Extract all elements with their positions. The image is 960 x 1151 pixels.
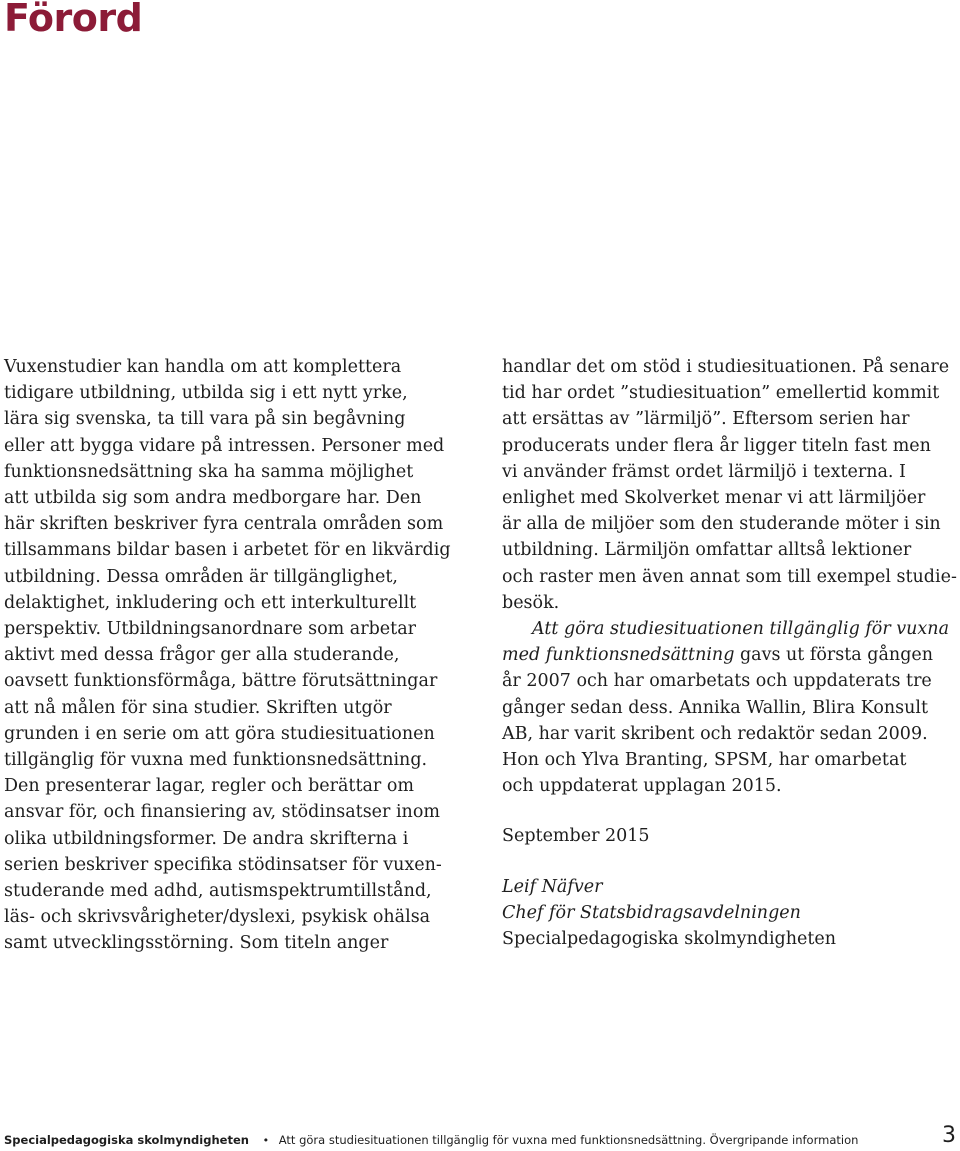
- text-line: och uppdaterat upplagan 2015.: [502, 776, 782, 797]
- left-column: [4, 354, 466, 957]
- publication-title-continued: med funktionsnedsättning: [502, 645, 735, 666]
- publication-title-line: Att göra studiesituationen tillgänglig för vuxna: [532, 619, 950, 640]
- text-line: tillgänglig för vuxna med funktionsnedsättning.: [4, 750, 428, 771]
- text-fragment: gavs ut första gången: [734, 645, 934, 666]
- text-line: producerats under flera år ligger titeln fast men: [502, 435, 931, 456]
- text-line: perspektiv. Utbildningsanordnare som arbetar: [4, 619, 416, 640]
- publication-history-paragraph: [502, 616, 958, 799]
- spacer: [502, 799, 958, 823]
- signature-block: [502, 874, 958, 953]
- continuation-paragraph: [502, 354, 958, 616]
- text-line: att utbilda sig som andra medborgare har. Den: [4, 488, 422, 509]
- page-number: 3: [942, 1123, 956, 1148]
- text-line: studerande med adhd, autismspektrumtillstånd,: [4, 881, 432, 902]
- text-line: gånger sedan dess. Annika Wallin, Blira Konsult: [502, 697, 929, 718]
- text-line: tillsammans bildar basen i arbetet för en likvärdig: [4, 540, 451, 561]
- text-line: funktionsnedsättning ska ha samma möjlighet: [4, 461, 414, 482]
- footer-organization: Specialpedagogiska skolmyndigheten: [4, 1133, 249, 1147]
- text-line: utbildning. Dessa områden är tillgänglighet,: [4, 566, 398, 587]
- right-column: [502, 354, 958, 952]
- text-line: tidigare utbildning, utbilda sig i ett nytt yrke,: [4, 383, 408, 404]
- page-footer: [4, 1123, 956, 1149]
- text-line: serien beskriver specifika stödinsatser för vuxen-: [4, 854, 442, 875]
- text-line: är alla de miljöer som den studerande möter i sin: [502, 514, 941, 535]
- text-line: tid har ordet ”studiesituation” emellertid kommit: [502, 383, 940, 404]
- signature-name: Leif Näfver: [502, 876, 603, 897]
- signature-organization: Specialpedagogiska skolmyndigheten: [502, 929, 837, 950]
- text-line: här skriften beskriver fyra centrala områden som: [4, 514, 444, 535]
- text-line: att nå målen för sina studier. Skriften utgör: [4, 697, 392, 718]
- date-line: September 2015: [502, 826, 650, 847]
- page-title: Förord: [4, 0, 143, 40]
- text-line: [502, 642, 958, 668]
- text-line: läs- och skrivsvårigheter/dyslexi, psykisk ohälsa: [4, 907, 431, 928]
- text-line: grunden i en serie om att göra studiesituationen: [4, 723, 435, 744]
- text-line: och raster men även annat som till exempel studie-: [502, 566, 957, 587]
- text-line: besök.: [502, 592, 560, 613]
- text-line: delaktighet, inkludering och ett interkulturellt: [4, 592, 417, 613]
- text-line: Den presenterar lagar, regler och berättar om: [4, 776, 414, 797]
- text-line: handlar det om stöd i studiesituationen. På senare: [502, 357, 950, 377]
- text-line: Vuxenstudier kan handla om att komplettera: [4, 357, 402, 377]
- text-line: aktivt med dessa frågor ger alla studerande,: [4, 645, 400, 666]
- spacer: [502, 850, 958, 874]
- bullet-icon: •: [262, 1134, 270, 1147]
- text-line: år 2007 och har omarbetats och uppdaterats tre: [502, 671, 932, 692]
- text-line: eller att bygga vidare på intressen. Personer med: [4, 435, 445, 456]
- text-line: Hon och Ylva Branting, SPSM, har omarbetat: [502, 750, 907, 771]
- intro-paragraph: [4, 354, 466, 957]
- footer-publication-title: Att göra studiesituationen tillgänglig för vuxna med funktionsnedsättning. Övergripande information: [278, 1133, 859, 1147]
- text-line: ansvar för, och finansiering av, stödinsatser inom: [4, 802, 440, 823]
- text-line: vi använder främst ordet lärmiljö i texterna. I: [502, 461, 906, 482]
- signature-role: Chef för Statsbidragsavdelningen: [502, 902, 801, 923]
- text-line: olika utbildningsformer. De andra skrifterna i: [4, 828, 409, 849]
- text-line: att ersättas av ”lärmiljö”. Eftersom serien har: [502, 409, 910, 430]
- text-line: utbildning. Lärmiljön omfattar alltså lektioner: [502, 540, 912, 561]
- text-line: oavsett funktionsförmåga, bättre förutsättningar: [4, 671, 438, 692]
- text-line: lära sig svenska, ta till vara på sin begåvning: [4, 409, 406, 430]
- text-line: samt utvecklingsstörning. Som titeln anger: [4, 933, 389, 954]
- text-line: enlighet med Skolverket menar vi att lärmiljöer: [502, 488, 926, 509]
- text-line: AB, har varit skribent och redaktör sedan 2009.: [502, 723, 928, 744]
